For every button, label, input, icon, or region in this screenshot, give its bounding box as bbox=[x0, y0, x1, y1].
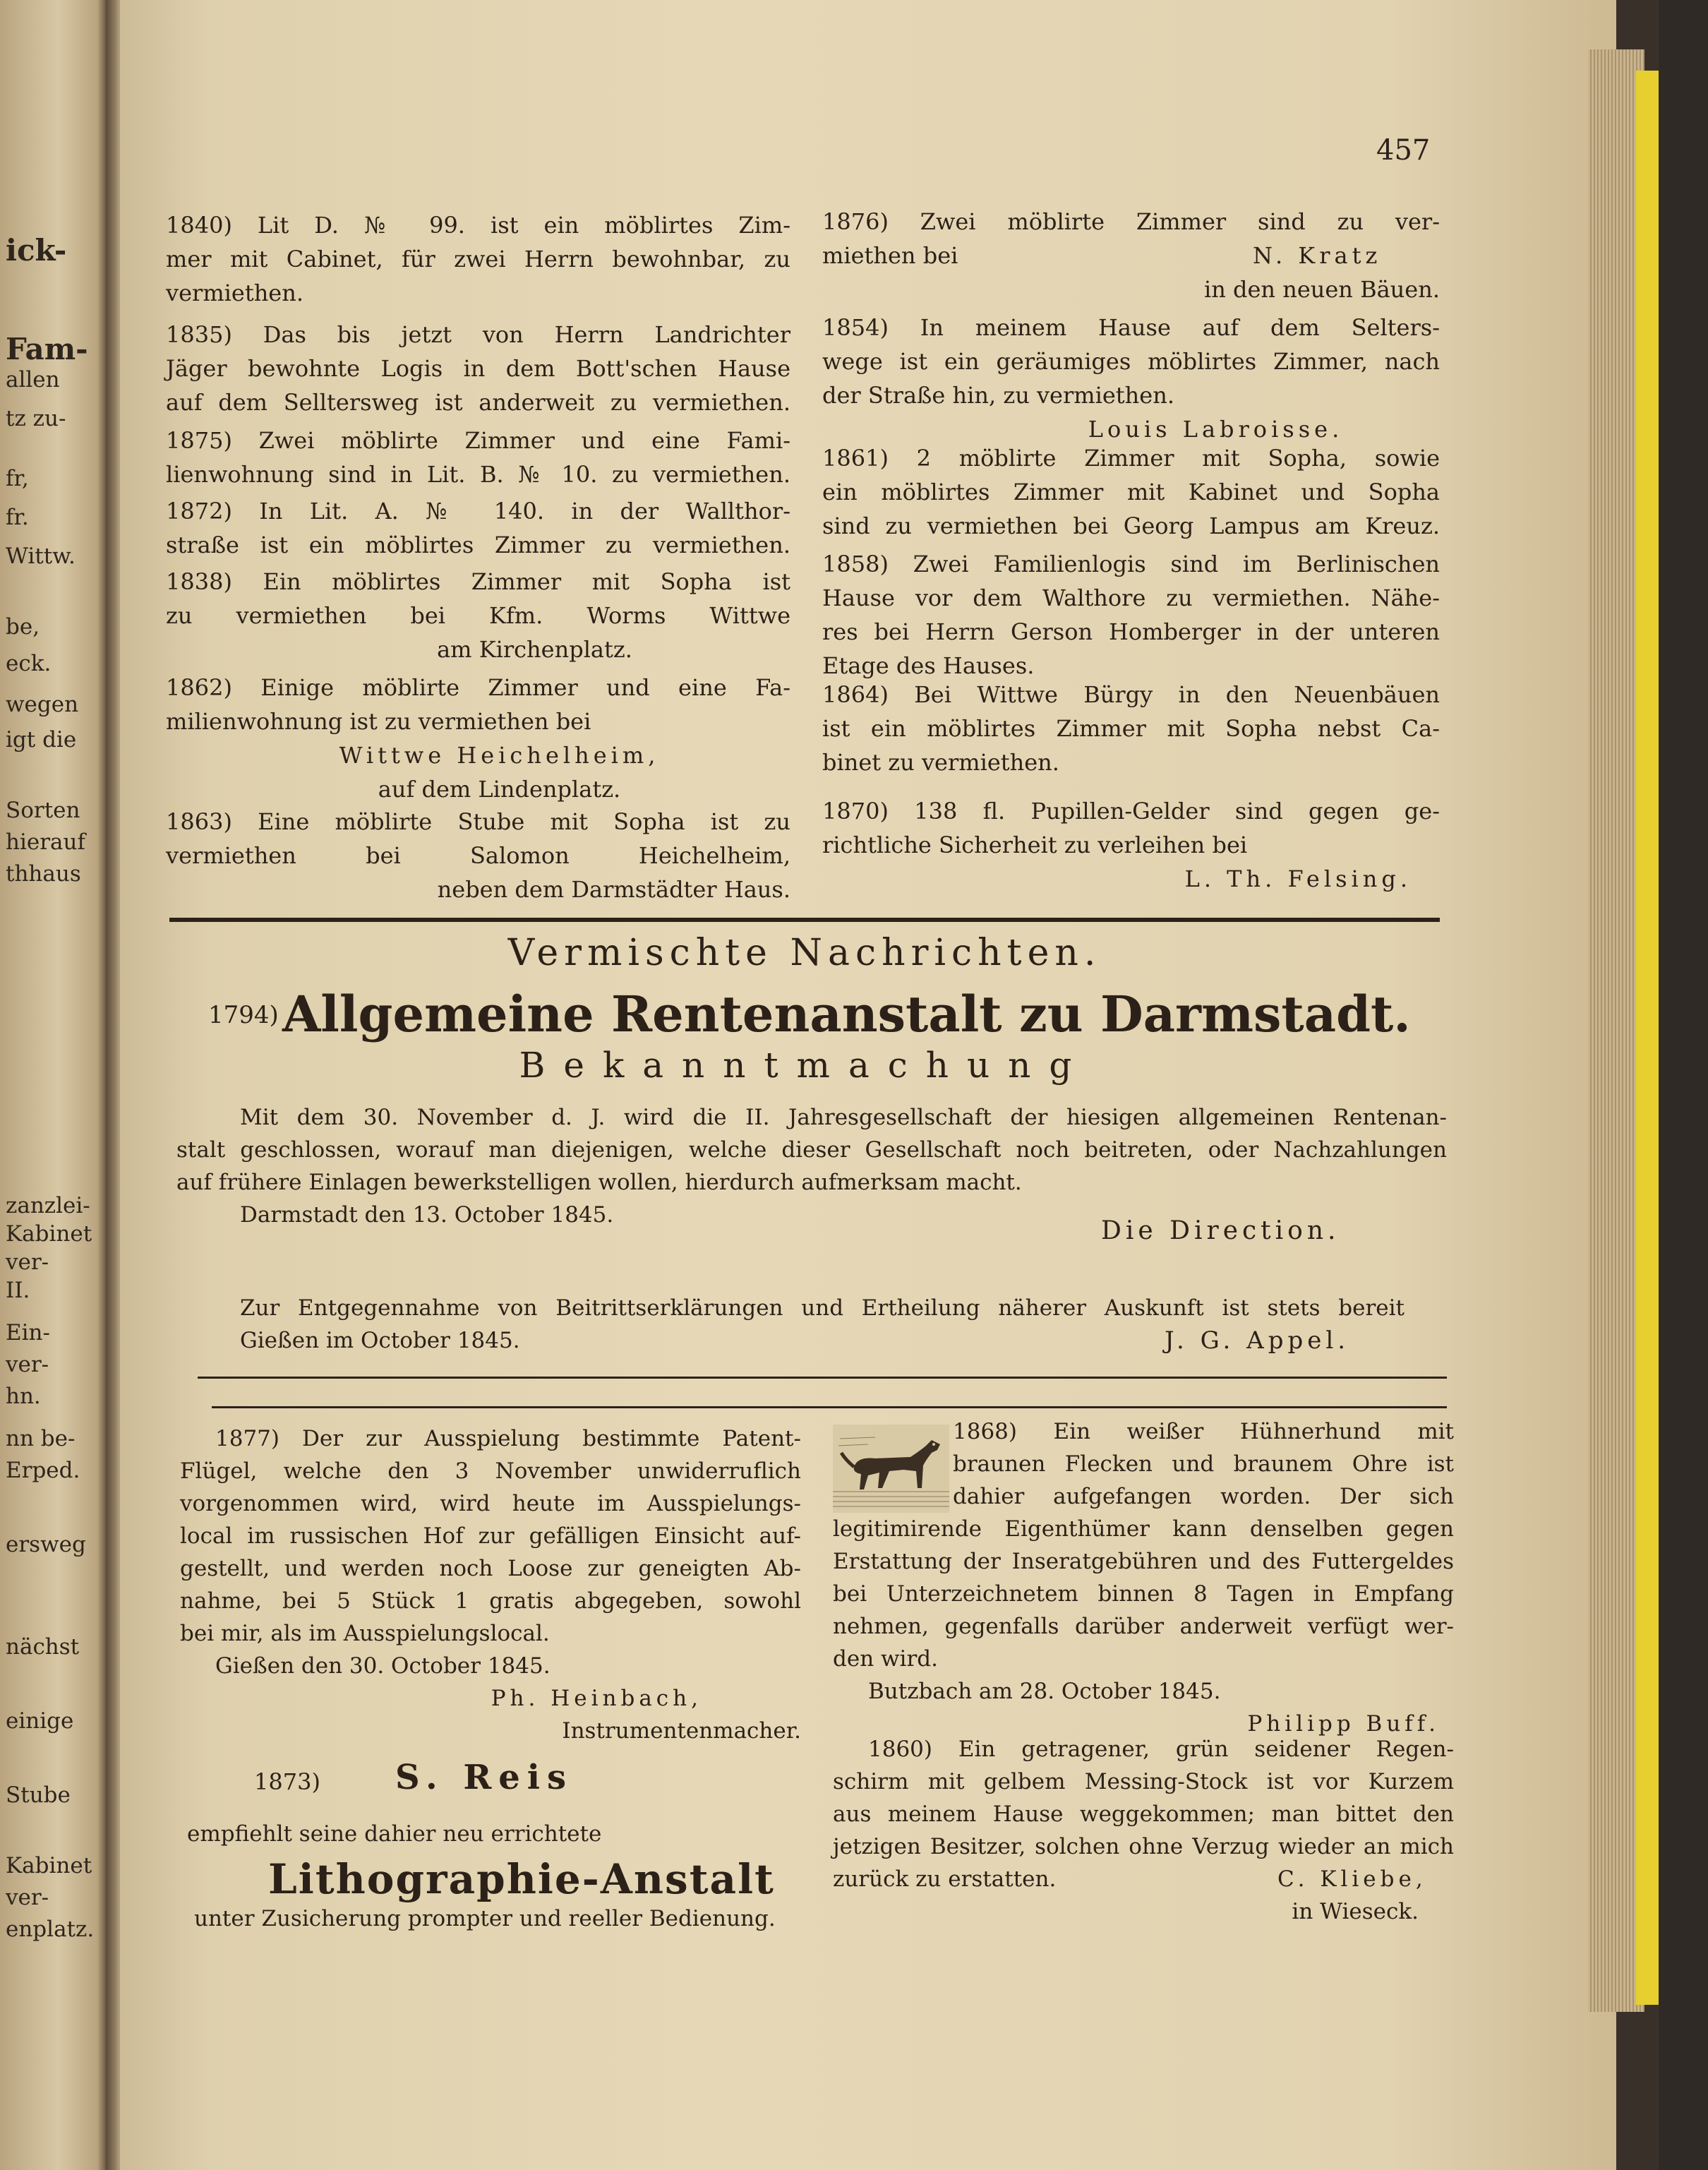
notice-1863 bbox=[166, 805, 790, 906]
text-line: Darmstadt den 13. October 1845. bbox=[240, 1202, 614, 1228]
text-line: vorgenommen wird, wird heute im Ausspielungs- bbox=[180, 1491, 801, 1516]
text-line: binet zu vermiethen. bbox=[822, 749, 1059, 776]
text-line: Instrumentenmacher. bbox=[562, 1718, 801, 1744]
left-page-fragment: ver- bbox=[6, 1249, 49, 1275]
notice-1840 bbox=[166, 208, 790, 310]
background-right bbox=[1659, 0, 1708, 2170]
text-line: Gießen den 30. October 1845. bbox=[215, 1653, 551, 1679]
rule bbox=[212, 1406, 1447, 1408]
left-page-fragment: fr, bbox=[6, 466, 29, 491]
page-number: 457 bbox=[1376, 134, 1431, 167]
notice-extra bbox=[240, 1292, 1405, 1357]
notice-1854 bbox=[822, 311, 1440, 446]
text-line bbox=[240, 1324, 1405, 1357]
text-line: Philipp Buff. bbox=[1247, 1711, 1440, 1737]
text-line: local im russischen Hof zur gefälligen Einsicht auf- bbox=[180, 1523, 801, 1549]
notice-1858 bbox=[822, 547, 1440, 683]
text-line: Flügel, welche den 3 November unwiderruflich bbox=[180, 1458, 801, 1484]
notice-1868 bbox=[833, 1415, 1454, 1740]
left-page-fragment: Wittw. bbox=[6, 544, 76, 569]
text-line: aus meinem Hause weggekommen; man bittet den bbox=[833, 1802, 1454, 1827]
text-line: vermiethen. bbox=[166, 280, 304, 306]
left-page-fragment: Erped. bbox=[6, 1458, 80, 1483]
text-line: 1862) Einige möblirte Zimmer und eine Fa- bbox=[166, 674, 790, 701]
left-page-fragment: enplatz. bbox=[6, 1917, 95, 1942]
text-line: 1838) Ein möblirtes Zimmer mit Sopha ist bbox=[166, 568, 790, 595]
left-page-fragment: einige bbox=[6, 1708, 74, 1734]
notice-1876 bbox=[822, 205, 1440, 306]
text-line: auf dem Selltersweg ist anderweit zu vermiethen. bbox=[166, 389, 790, 416]
text-line: den wird. bbox=[833, 1646, 938, 1672]
left-page-fragment: fr. bbox=[6, 505, 29, 530]
left-page-fragment: hierauf bbox=[6, 829, 85, 855]
notice-1870 bbox=[822, 794, 1440, 896]
text-line: 1863) Eine möblirte Stube mit Sopha ist zu bbox=[166, 808, 790, 835]
section-rule bbox=[169, 918, 1440, 922]
text-fragment: Gießen im October 1845. bbox=[240, 1328, 520, 1353]
left-page-text bbox=[0, 0, 106, 2170]
text-line: empfiehlt seine dahier neu errichtete bbox=[187, 1821, 602, 1847]
left-page-fragment: nächst bbox=[6, 1634, 80, 1660]
text-line: Erstattung der Inseratgebühren und des Futtergeldes bbox=[833, 1549, 1454, 1574]
left-page-fragment: allen bbox=[6, 367, 60, 392]
left-page-fragment: hn. bbox=[6, 1384, 41, 1409]
left-page-fragment: ersweg bbox=[6, 1532, 86, 1557]
text-line: 1870) 138 fl. Pupillen-Gelder sind gegen ge- bbox=[822, 798, 1440, 825]
text-line: braunen Flecken und braunem Ohre ist bbox=[953, 1451, 1454, 1477]
section-title: Vermischte Nachrichten. bbox=[507, 932, 1102, 974]
text-line: ist ein möblirtes Zimmer mit Sopha nebst Ca- bbox=[822, 715, 1440, 742]
text-line: schirm mit gelbem Messing-Stock ist vor Kurzem bbox=[833, 1769, 1454, 1794]
text-line: res bei Herrn Gerson Homberger in der unteren bbox=[822, 618, 1440, 645]
text-line: in den neuen Bäuen. bbox=[1203, 276, 1440, 303]
text-line: nahme, bei 5 Stück 1 gratis abgegeben, sowohl bbox=[180, 1588, 801, 1614]
text-line: 1864) Bei Wittwe Bürgy in den Neuenbäuen bbox=[822, 681, 1440, 708]
left-page-fragment: eck. bbox=[6, 651, 52, 676]
text-line: vermiethen bei Salomon Heichelheim, bbox=[166, 842, 790, 869]
text-line: Butzbach am 28. October 1845. bbox=[868, 1679, 1221, 1704]
left-page-fragment: Kabinet bbox=[6, 1853, 92, 1878]
notice-1872 bbox=[166, 494, 790, 562]
text-line: 1876) Zwei möblirte Zimmer sind zu ver- bbox=[822, 208, 1440, 235]
text-line: 1875) Zwei möblirte Zimmer und eine Fami- bbox=[166, 427, 790, 454]
text-line: Wittwe Heichelheim, bbox=[339, 742, 660, 769]
text-line: 1861) 2 möblirte Zimmer mit Sopha, sowie bbox=[822, 445, 1440, 472]
text-line: Etage des Hauses. bbox=[822, 652, 1035, 679]
left-page-fragment: wegen bbox=[6, 692, 79, 717]
text-line: dahier aufgefangen worden. Der sich bbox=[953, 1484, 1454, 1509]
text-line: legitimirende Eigenthümer kann denselben gegen bbox=[833, 1516, 1454, 1542]
notice-1835 bbox=[166, 318, 790, 419]
text-line: Louis Labroisse. bbox=[1088, 416, 1344, 443]
notice-number: 1794) bbox=[208, 1001, 279, 1029]
left-page-fragment: zanzlei- bbox=[6, 1193, 90, 1218]
notice-body bbox=[176, 1101, 1447, 1231]
left-page-fragment: Fam- bbox=[6, 332, 88, 366]
text-fragment: N. Kratz bbox=[1253, 242, 1382, 269]
notice-signature: Die Direction. bbox=[1101, 1216, 1340, 1245]
text-line: L. Th. Felsing. bbox=[1184, 865, 1412, 892]
text-line: straße ist ein möblirtes Zimmer zu vermiethen. bbox=[166, 532, 790, 558]
text-line: 1860) Ein getragener, grün seidener Regen- bbox=[868, 1737, 1454, 1762]
notice-1864 bbox=[822, 678, 1440, 779]
text-line: sind zu vermiethen bei Georg Lampus am Kreuz. bbox=[822, 512, 1440, 539]
text-line: der Straße hin, zu vermiethen. bbox=[822, 382, 1174, 409]
text-line: auf frühere Einlagen bewerkstelligen wollen, hierdurch aufmerksam macht. bbox=[176, 1170, 1022, 1195]
text-line: 1868) Ein weißer Hühnerhund mit bbox=[953, 1419, 1454, 1444]
left-page-fragment: II. bbox=[6, 1278, 30, 1303]
left-page-fragment: thhaus bbox=[6, 861, 81, 887]
text-line: richtliche Sicherheit zu verleihen bei bbox=[822, 832, 1248, 858]
text-line: 1877) Der zur Ausspielung bestimmte Patent- bbox=[215, 1426, 801, 1451]
text-line: 1854) In meinem Hause auf dem Selters- bbox=[822, 314, 1440, 341]
text-line: auf dem Lindenplatz. bbox=[378, 776, 621, 803]
text-line: nehmen, gegenfalls darüber anderweit verfügt wer- bbox=[833, 1614, 1454, 1639]
text-line: milienwohnung ist zu vermiethen bei bbox=[166, 708, 591, 735]
text-line bbox=[833, 1863, 1454, 1895]
text-line: zu vermiethen bei Kfm. Worms Wittwe bbox=[166, 602, 790, 629]
company-name: S. Reis bbox=[395, 1758, 574, 1797]
text-line: stalt geschlossen, worauf man diejenigen, welche dieser Gesellschaft noch beitreten, oder Nachzahlungen bbox=[176, 1137, 1447, 1163]
text-line: ein möblirtes Zimmer mit Kabinet und Sopha bbox=[822, 479, 1440, 505]
notice-1862 bbox=[166, 671, 790, 806]
left-page-fragment: Stube bbox=[6, 1782, 71, 1808]
lithographie-title: Lithographie-Anstalt bbox=[268, 1855, 775, 1903]
text-fragment: zurück zu erstatten. bbox=[833, 1866, 1057, 1892]
notice-headline: Allgemeine Rentenanstalt zu Darmstadt. bbox=[282, 985, 1411, 1043]
left-page-fragment: ick- bbox=[6, 233, 67, 268]
left-page-fragment: igt die bbox=[6, 727, 77, 753]
text-line: 1840) Lit D. № 99. ist ein möblirtes Zim- bbox=[166, 212, 790, 239]
text-line bbox=[822, 239, 1440, 272]
notice-1875 bbox=[166, 424, 790, 491]
text-line: jetzigen Besitzer, solchen ohne Verzug wieder an mich bbox=[833, 1834, 1454, 1859]
text-line: in Wieseck. bbox=[1292, 1899, 1419, 1924]
left-page-fragment: ver- bbox=[6, 1352, 49, 1377]
text-line: am Kirchenplatz. bbox=[437, 636, 632, 663]
text-line: Zur Entgegennahme von Beitrittserklärungen und Ertheilung näherer Auskunft ist stets bereit bbox=[240, 1295, 1405, 1321]
left-page-fragment: tz zu- bbox=[6, 406, 66, 431]
left-page-fragment: ver- bbox=[6, 1885, 49, 1910]
text-line: 1835) Das bis jetzt von Herrn Landrichter bbox=[166, 321, 790, 348]
text-line: unter Zusicherung prompter und reeller Bedienung. bbox=[194, 1906, 776, 1931]
left-page-fragment: Sorten bbox=[6, 798, 80, 823]
notice-subhead: Bekanntmachung bbox=[519, 1045, 1090, 1086]
text-line: lienwohnung sind in Lit. B. № 10. zu vermiethen. bbox=[166, 461, 790, 488]
text-line: Mit dem 30. November d. J. wird die II. Jahresgesellschaft der hiesigen allgemeinen Rentenan- bbox=[240, 1105, 1447, 1130]
left-page-fragment: nn be- bbox=[6, 1426, 76, 1451]
text-line: neben dem Darmstädter Haus. bbox=[437, 876, 790, 903]
text-line: bei mir, als im Ausspielungslocal. bbox=[180, 1621, 550, 1646]
text-fragment: C. Kliebe, bbox=[1277, 1866, 1427, 1892]
text-fragment: miethen bei bbox=[822, 242, 958, 269]
text-line: 1858) Zwei Familienlogis sind im Berlinischen bbox=[822, 551, 1440, 577]
notice-number: 1873) bbox=[254, 1768, 320, 1795]
text-line: gestellt, und werden noch Loose zur geneigten Ab- bbox=[180, 1556, 801, 1581]
text-line: mer mit Cabinet, für zwei Herrn bewohnbar, zu bbox=[166, 246, 790, 272]
text-fragment: J. G. Appel. bbox=[1165, 1326, 1350, 1355]
notice-1861 bbox=[822, 441, 1440, 543]
text-line: Ph. Heinbach, bbox=[491, 1686, 702, 1711]
left-page-fragment: Ein- bbox=[6, 1320, 50, 1345]
yellow-page-edge bbox=[1636, 71, 1659, 2005]
left-page-fragment: Kabinet bbox=[6, 1221, 92, 1247]
text-line: bei Unterzeichnetem binnen 8 Tagen in Empfang bbox=[833, 1581, 1454, 1607]
text-line: Hause vor dem Walthore zu vermiethen. Nähe- bbox=[822, 585, 1440, 611]
text-line: Jäger bewohnte Logis in dem Bott'schen Hause bbox=[166, 355, 790, 382]
left-page-fragment: be, bbox=[6, 614, 40, 640]
notice-1877 bbox=[180, 1422, 801, 1747]
text-line: 1872) In Lit. A. № 140. in der Wallthor- bbox=[166, 498, 790, 524]
notice-1860 bbox=[833, 1733, 1454, 1928]
text-line: wege ist ein geräumiges möblirtes Zimmer, nach bbox=[822, 348, 1440, 375]
rule bbox=[198, 1377, 1447, 1379]
notice-1838 bbox=[166, 565, 790, 666]
